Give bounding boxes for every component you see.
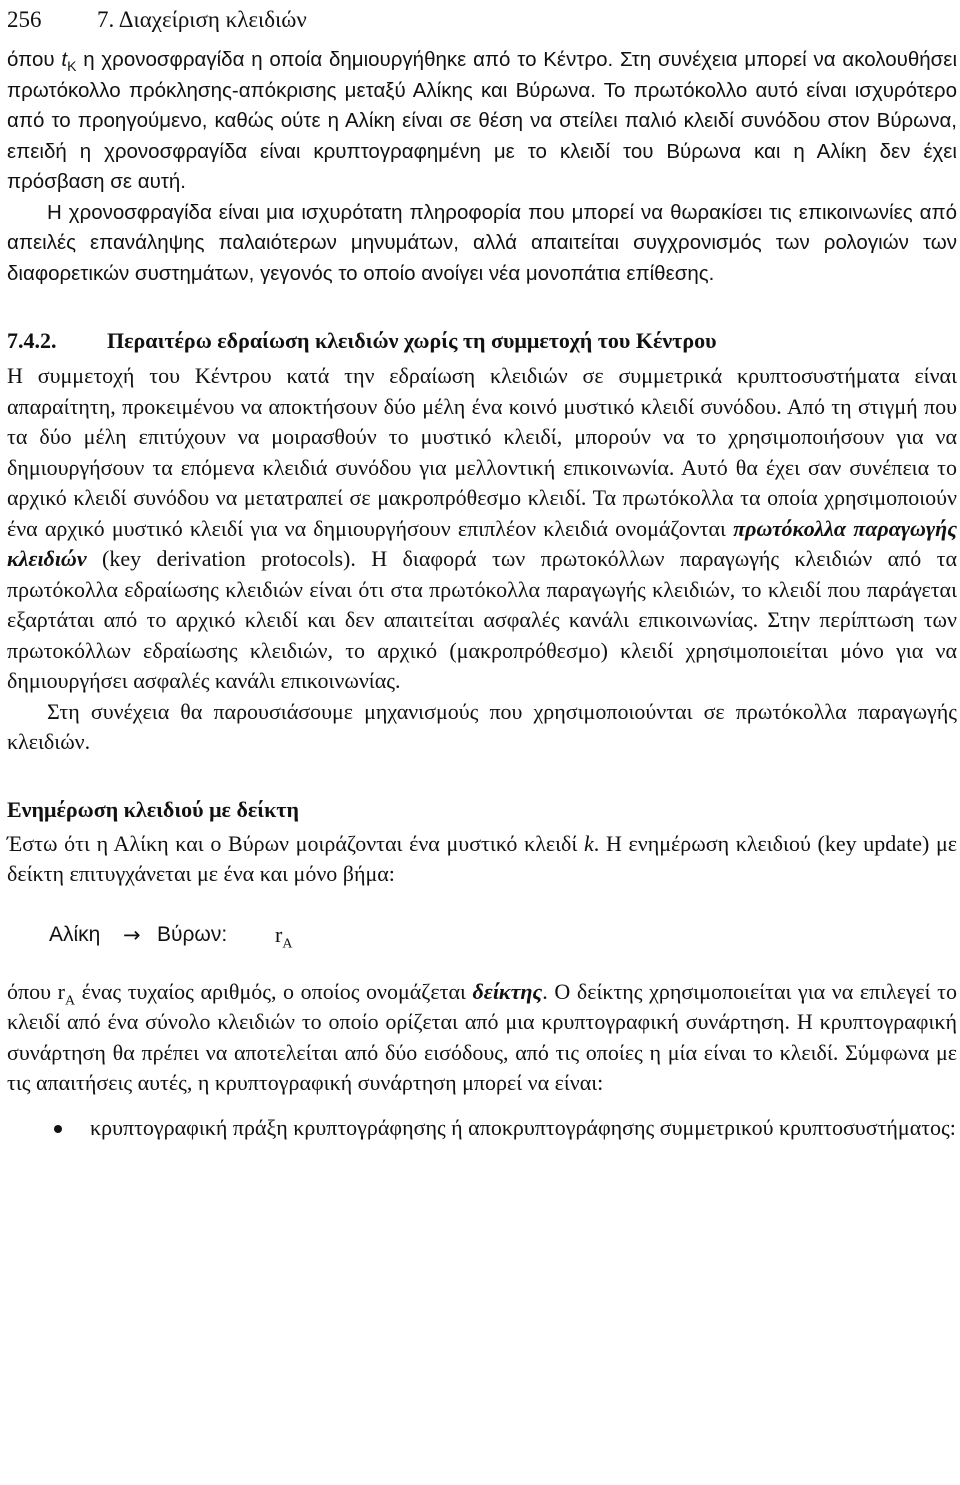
var-r: r — [275, 921, 283, 947]
paragraph-timestamp-strength: Η χρονοσφραγίδα είναι μια ισχυρότατη πληροφορία που μπορεί να θωρακίσει τις επικοινωνίες από απειλές επανάληψης παλαιότερων μηνυμάτων, αλλά απαιτείται συγχρονισμός των ρολογιών των διαφορετικών συστημάτων, γεγονός το οποίο ανοίγει νέα μονοπάτια επίθεσης. — [7, 200, 957, 285]
list-item — [7, 1113, 957, 1144]
paragraph-center-participation — [7, 361, 957, 697]
paragraph-index-definition — [7, 977, 957, 1099]
var-k: k — [584, 830, 594, 856]
section-heading — [7, 323, 957, 359]
sub-k: K — [67, 58, 77, 75]
protocol-step — [7, 917, 957, 953]
p1-text-a: όπου — [7, 48, 62, 71]
running-header — [7, 0, 957, 40]
protocol-sender: Αλίκη — [49, 922, 101, 946]
p5-text-a: Έστω ότι η Αλίκη και ο Βύρων μοιράζονται ένα μυστικό κλειδί — [7, 830, 584, 856]
section-title: Περαιτέρω εδραίωση κλειδιών χωρίς τη συμμετοχή του Κέντρου — [107, 328, 717, 353]
sub-a: A — [282, 935, 293, 951]
subsection-heading: Ενημέρωση κλειδιού με δείκτη — [7, 796, 299, 822]
p6-text-c: . Ο δείκτης χρησιμοποιείται για να επιλεγεί το κλειδί από ένα σύνολο κλειδιών το οποίο ορίζεται από μια κρυπτογραφική συνάρτηση. Η κρυπτογραφική συνάρτηση θα πρέπει να αποτελείται από δύο εισόδους, από τις οποίες η μία είναι το κλειδί. Σύμφωνα με τις απαιτήσεις αυτές, η κρυπτογραφική συνάρτηση μπορεί να είναι: — [7, 978, 958, 1095]
p1-text-b: η χρονοσφραγίδα η οποία δημιουργήθηκε από το Κέντρο. Στη συνέχεια μπορεί να ακολουθήσει πρωτόκολλο πρόκλησης-απόκρισης μεταξύ Αλίκης και Βύρωνα. Το πρωτόκολλο αυτό είναι ισχυρότερο από το προηγούμενο, καθώς ούτε η Αλίκη είναι σε θέση να στείλει παλιό κλειδί συνόδου στον Βύρωνα, επειδή η χρονοσφραγίδα είναι κρυπτογραφημένη με το κλειδί του Βύρωνα και η Αλίκη δεν έχει πρόσβαση σε αυτή. — [7, 48, 957, 193]
paragraph-key-update — [7, 829, 957, 890]
p5-text-b: . Η ενημέρωση κλειδιού (key update) με δείκτη επιτυγχάνεται με ένα και μόνο βήμα: — [7, 830, 957, 886]
page-number: 256 — [7, 7, 42, 32]
paragraph-timestamp-intro — [7, 45, 957, 198]
section-number: 7.4.2. — [7, 328, 57, 353]
term-index: δείκτης — [472, 978, 543, 1004]
paragraph-mechanisms-intro: Στη συνέχεια θα παρουσιάσουμε μηχανισμούς που χρησιμοποιούνται σε πρωτόκολλα παραγωγής κλειδιών. — [7, 698, 957, 754]
bullet-icon — [54, 1125, 62, 1133]
arrow-right-icon: → — [123, 922, 141, 947]
p3-text-a: Η συμμετοχή του Κέντρου κατά την εδραίωση κλειδιών σε συμμετρικά κρυπτοσυστήματα είναι απαραίτητη, προκειμένου να αποκτήσουν δύο μέλη ένα κοινό μυστικό κλειδί συνόδου. Από τη στιγμή που τα δύο μέλη επιτύχουν να μοιρασθούν το μυστικό κλειδί, μπορούν να το χρησιμοποιήσουν για να δημιουργήσουν τα επόμενα κλειδιά συνόδου για μελλοντική επικοινωνία. Αυτό θα έχει σαν συνέπεια το αρχικό κλειδί συνόδου να μετατραπεί σε μακροπρόθεσμο κλειδί. Τα πρωτόκολλα τα οποία χρησιμοποιούν ένα αρχικό μυστικό κλειδί για να δημιουργήσουν επιπλέον κλειδιά ονομάζονται — [7, 363, 957, 541]
p6-text-a: όπου — [7, 978, 58, 1004]
list-item-text: κρυπτογραφική πράξη κρυπτογράφησης ή αποκρυπτογράφησης συμμετρικού κρυπτοσυστήματος: — [90, 1114, 956, 1140]
document-page — [7, 0, 957, 1143]
protocol-receiver: Βύρων: — [157, 922, 228, 946]
protocol-message — [275, 917, 292, 953]
term-key-derivation: πρωτόκολλα παραγωγής κλειδιών — [7, 515, 957, 571]
var-t: t — [61, 48, 68, 71]
sub-a: A — [64, 992, 76, 1008]
p3-text-b: (key derivation protocols). Η διαφορά των πρωτοκόλλων παραγωγής κλειδιών από τα πρωτόκολλα εδραίωσης κλειδιών είναι ότι στα πρωτόκολλα παραγωγής κλειδιών, το κλειδί που παράγεται εξαρτάται από το αρχικό κλειδί και δεν απαιτείται ασφαλές κανάλι επικοινωνίας. Στην περίπτωση των πρωτοκόλλων εδραίωσης κλειδιών, το αρχικό (μακροπρόθεσμο) κλειδί χρησιμοποιείται μόνο για να δημιουργήσει ασφαλές κανάλι επικοινωνίας. — [7, 546, 957, 693]
var-r: r — [57, 978, 65, 1004]
p6-text-b: ένας τυχαίος αριθμός, ο οποίος ονομάζεται — [75, 978, 473, 1004]
chapter-title: 7. Διαχείριση κλειδιών — [97, 7, 307, 32]
